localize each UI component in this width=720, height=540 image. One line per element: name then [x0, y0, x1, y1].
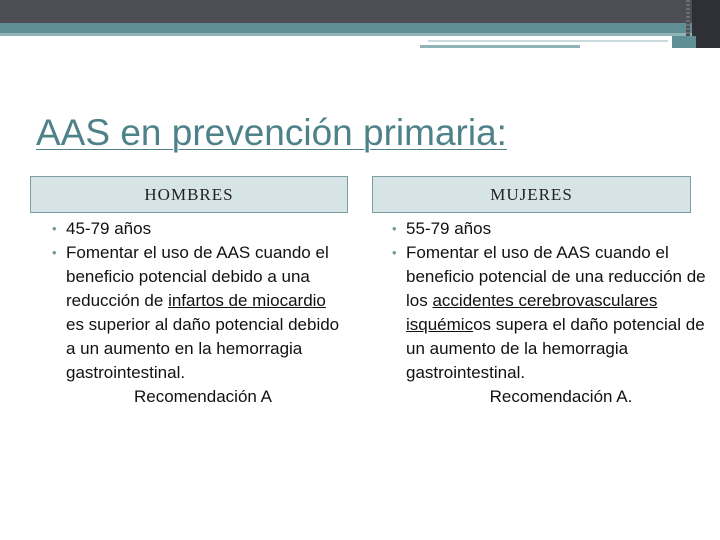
age-range: 55-79 años: [406, 219, 492, 238]
decor-line: [428, 40, 668, 42]
column-header-label: HOMBRES: [144, 184, 234, 204]
list-item: [10, 241, 340, 409]
column-mujeres: [388, 217, 716, 409]
list-item: [10, 217, 340, 241]
bullet-icon: •: [52, 221, 57, 236]
column-hombres: [10, 217, 340, 409]
decor-line: [420, 45, 580, 48]
column-header-mujeres: [372, 176, 691, 213]
recommendation: Recomendación A: [134, 387, 272, 406]
corner-tab-decoration: [672, 36, 696, 48]
corner-decoration: [692, 0, 720, 48]
column-header-hombres: [30, 176, 348, 213]
bullet-icon: •: [392, 245, 397, 260]
list-item: [388, 217, 716, 241]
top-banner-bar: [0, 0, 720, 23]
age-range: 45-79 años: [66, 219, 152, 238]
column-header-label: MUJERES: [490, 184, 573, 204]
bullet-icon: •: [52, 245, 57, 260]
item-text: Fomentar el uso de AAS cuando el beneficio potencial debido a una reducción de: [66, 243, 329, 310]
top-banner-accent-light: [0, 33, 720, 36]
recommendation: Recomendación A.: [489, 387, 633, 406]
underlined-term: accidentes cerebrovasculares isquémic: [406, 291, 658, 334]
item-text: os supera el daño potencial de un aumento de la hemorragia gastrointestinal.: [406, 315, 705, 382]
list-item: [388, 241, 716, 409]
underlined-term: infartos de miocardio: [168, 291, 326, 310]
bullet-icon: •: [392, 221, 397, 236]
slide-title: AAS en prevención primaria:: [36, 112, 507, 153]
item-text: es superior al daño potencial debido a un aumento en la hemorragia gastrointestinal.: [66, 315, 340, 382]
item-text: Fomentar el uso de AAS cuando el beneficio potencial de una reducción de los: [406, 243, 706, 310]
